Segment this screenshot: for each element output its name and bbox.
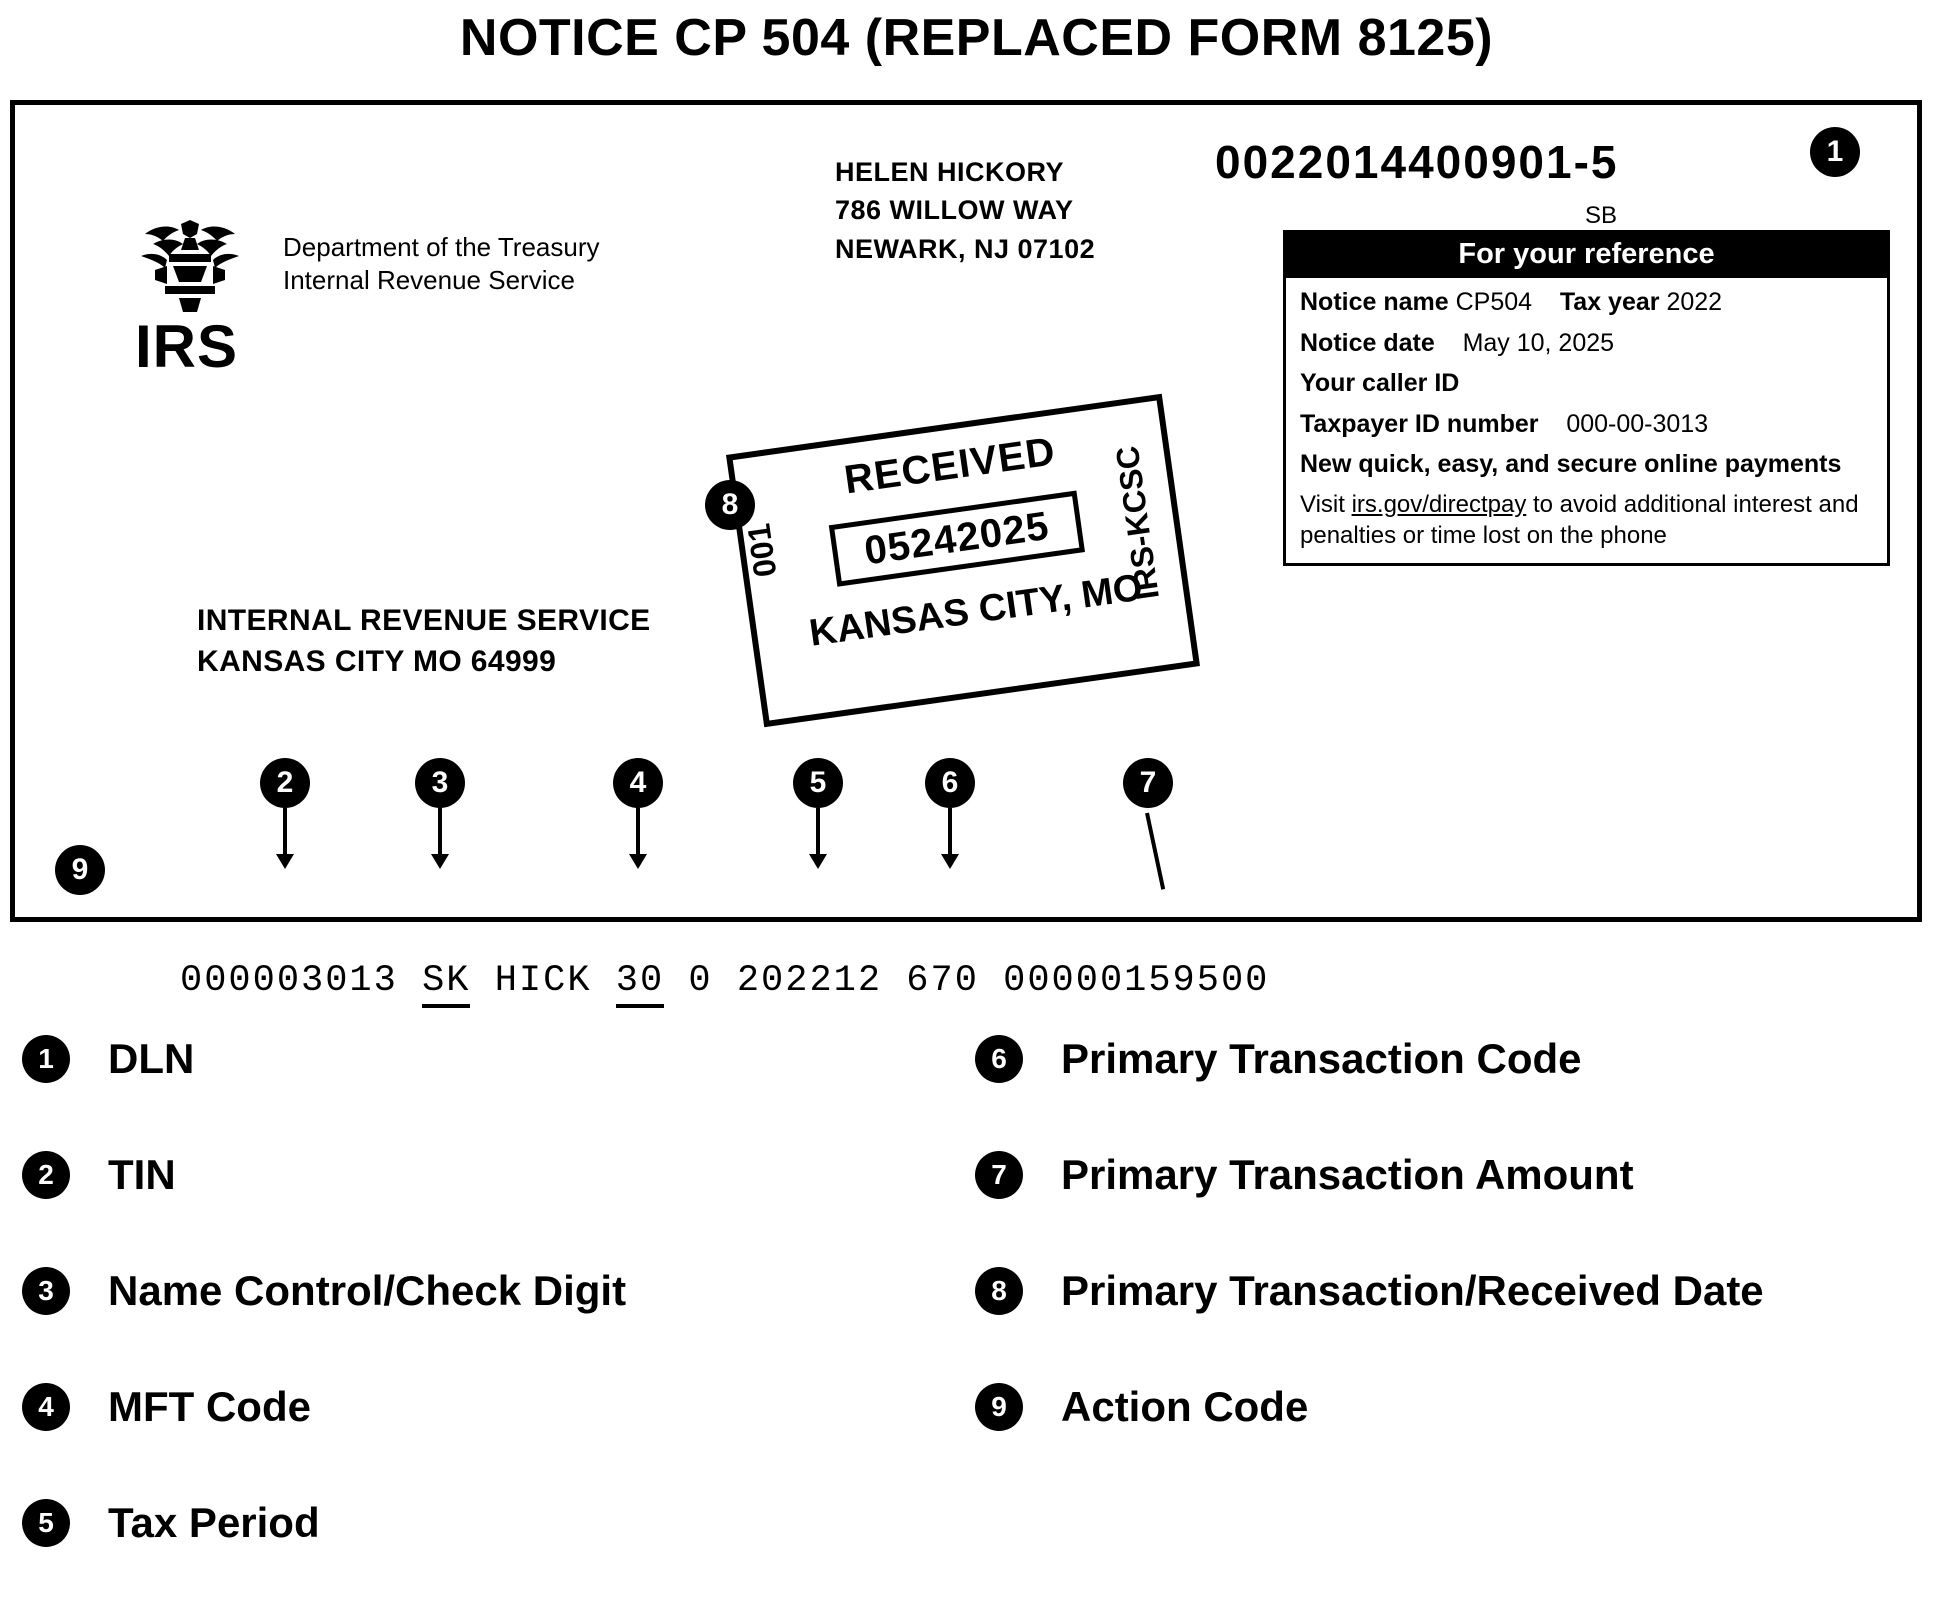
dln-value: 0022014400901-5 bbox=[1215, 136, 1619, 188]
callout-8: 8 bbox=[705, 480, 755, 530]
notice-date-value: May 10, 2025 bbox=[1462, 328, 1615, 357]
legend bbox=[0, 1035, 1953, 1595]
irs-service-center-address bbox=[197, 600, 651, 683]
legend-label-5: Tax Period bbox=[108, 1499, 320, 1546]
stamp-city: KANSAS CITY, MO bbox=[806, 566, 1146, 655]
callout-3-arrow bbox=[438, 808, 442, 856]
callout-5: 5 bbox=[793, 758, 843, 808]
irs-wordmark: IRS bbox=[135, 313, 239, 380]
stamp-left-code: 001 bbox=[740, 521, 784, 580]
code-tin: 000003013 bbox=[180, 960, 398, 1002]
callout-1: 1 bbox=[1810, 127, 1860, 177]
callout-4-arrow bbox=[636, 808, 640, 856]
legend-label-3: Name Control/Check Digit bbox=[108, 1267, 627, 1314]
notice-name-value: CP504 bbox=[1455, 288, 1533, 316]
irs-logo bbox=[135, 220, 265, 400]
legend-label-9: Action Code bbox=[1061, 1383, 1309, 1430]
legend-bullet-7: 7 bbox=[975, 1151, 1023, 1199]
legend-bullet-4: 4 bbox=[22, 1383, 70, 1431]
legend-bullet-3: 3 bbox=[22, 1267, 70, 1315]
notice-name-label: Notice name bbox=[1300, 288, 1449, 316]
legend-label-4: MFT Code bbox=[108, 1383, 311, 1430]
callout-3: 3 bbox=[415, 758, 465, 808]
legend-item-1 bbox=[22, 1035, 194, 1083]
taxpayer-id-value: 000-00-3013 bbox=[1566, 409, 1709, 438]
reference-taxpayer-id-row bbox=[1300, 408, 1873, 442]
code-mft: 30 bbox=[616, 960, 664, 1008]
online-payments-note bbox=[1300, 489, 1873, 551]
taxpayer-id-label: Taxpayer ID number bbox=[1300, 409, 1539, 438]
callout-7-arrow bbox=[1145, 813, 1165, 890]
code-tax-period: 202212 bbox=[736, 960, 883, 1002]
reference-box-header: For your reference bbox=[1286, 233, 1887, 278]
stamp-date: 05242025 bbox=[829, 491, 1085, 587]
callout-4: 4 bbox=[613, 758, 663, 808]
legend-bullet-2: 2 bbox=[22, 1151, 70, 1199]
notice-facsimile bbox=[10, 100, 1922, 1002]
legend-item-7 bbox=[975, 1151, 1634, 1199]
code-name-text: HICK bbox=[494, 960, 592, 1002]
reference-caller-id-row bbox=[1300, 367, 1873, 401]
recipient-street: 786 WILLOW WAY bbox=[835, 195, 1074, 226]
callout-5-arrow bbox=[816, 808, 820, 856]
directpay-link[interactable]: irs.gov/directpay bbox=[1351, 490, 1527, 518]
caller-id-label: Your caller ID bbox=[1300, 369, 1460, 397]
legend-item-2 bbox=[22, 1151, 176, 1199]
legend-bullet-6: 6 bbox=[975, 1035, 1023, 1083]
code-transaction-code: 670 bbox=[906, 960, 979, 1002]
tax-year-label: Tax year bbox=[1559, 288, 1660, 316]
irs-address-line1: INTERNAL REVENUE SERVICE bbox=[197, 604, 651, 637]
callout-6: 6 bbox=[925, 758, 975, 808]
legend-item-8 bbox=[975, 1267, 1764, 1315]
legend-item-5 bbox=[22, 1499, 320, 1547]
recipient-address bbox=[835, 153, 1095, 268]
callout-6-arrow bbox=[948, 808, 952, 856]
legend-item-9 bbox=[975, 1383, 1308, 1431]
callout-2-arrow bbox=[283, 808, 287, 856]
code-filler: 0 bbox=[688, 960, 713, 1002]
legend-bullet-8: 8 bbox=[975, 1267, 1023, 1315]
legend-label-1: DLN bbox=[108, 1035, 195, 1082]
recipient-citystatezip: NEWARK, NJ 07102 bbox=[835, 233, 1096, 264]
legend-bullet-5: 5 bbox=[22, 1499, 70, 1547]
stamp-right-code: IRS-KCSC bbox=[1109, 443, 1167, 602]
irs-eagle-icon bbox=[135, 220, 245, 315]
code-name-control: SK bbox=[422, 960, 470, 1008]
legend-label-7: Primary Transaction Amount bbox=[1061, 1151, 1634, 1198]
tax-year-value: 2022 bbox=[1666, 288, 1723, 316]
transaction-code-line bbox=[180, 960, 1269, 1002]
legend-label-8: Primary Transaction/Received Date bbox=[1061, 1267, 1764, 1314]
reference-notice-date-row bbox=[1300, 327, 1873, 361]
legend-item-6 bbox=[975, 1035, 1582, 1083]
legend-item-3 bbox=[22, 1267, 626, 1315]
reference-box-body bbox=[1286, 278, 1887, 563]
irs-address-line2: KANSAS CITY MO 64999 bbox=[197, 645, 557, 679]
sb-code: SB bbox=[1585, 202, 1618, 229]
agency-name bbox=[283, 231, 599, 298]
stamp-received-text: RECEIVED bbox=[841, 429, 1059, 503]
notice-date-label: Notice date bbox=[1300, 328, 1435, 357]
callout-9: 9 bbox=[55, 845, 105, 895]
payments-note-suffix: to avoid additional interest and penalties or time lost on the phone bbox=[1300, 490, 1859, 549]
page-title: NOTICE CP 504 (REPLACED FORM 8125) bbox=[459, 9, 1494, 67]
callout-7: 7 bbox=[1123, 758, 1173, 808]
agency-service: Internal Revenue Service bbox=[283, 265, 575, 296]
recipient-name: HELEN HICKORY bbox=[835, 157, 1065, 187]
legend-bullet-9: 9 bbox=[975, 1383, 1023, 1431]
callout-2: 2 bbox=[260, 758, 310, 808]
for-your-reference-box bbox=[1283, 230, 1890, 566]
reference-notice-name-row bbox=[1300, 286, 1873, 320]
legend-bullet-1: 1 bbox=[22, 1035, 70, 1083]
legend-label-2: TIN bbox=[108, 1151, 176, 1198]
online-payments-heading: New quick, easy, and secure online payments bbox=[1300, 450, 1842, 478]
agency-department: Department of the Treasury bbox=[283, 232, 600, 262]
received-stamp bbox=[726, 394, 1200, 728]
payments-note-prefix: Visit bbox=[1300, 490, 1352, 518]
legend-label-6: Primary Transaction Code bbox=[1061, 1035, 1582, 1082]
code-transaction-amount: 00000159500 bbox=[1003, 960, 1270, 1002]
legend-item-4 bbox=[22, 1383, 311, 1431]
